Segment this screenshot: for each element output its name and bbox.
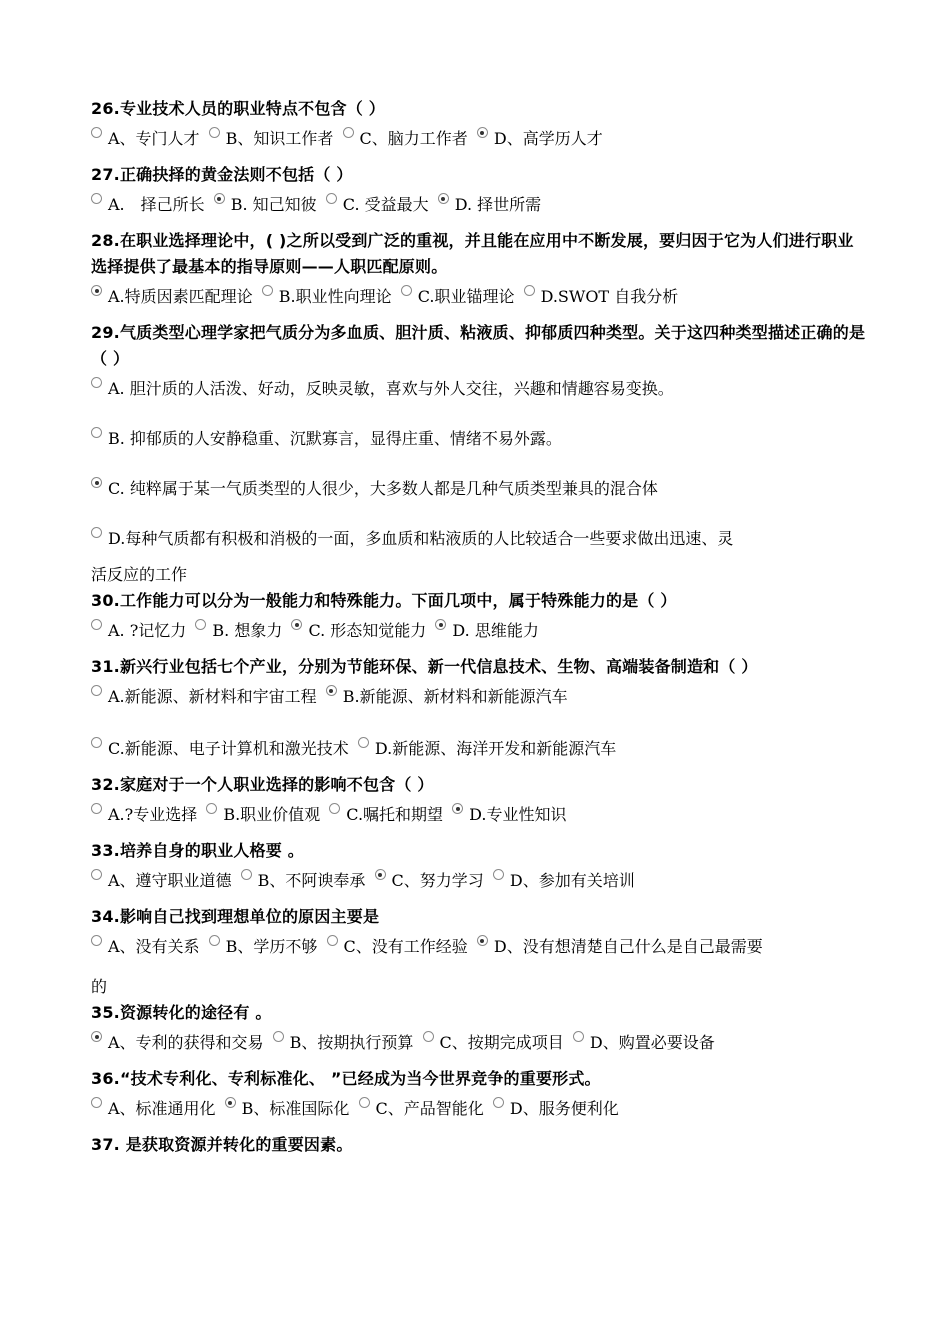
option-d[interactable] bbox=[493, 868, 635, 894]
radio-button[interactable] bbox=[493, 869, 504, 880]
option-b[interactable] bbox=[262, 284, 392, 310]
radio-button[interactable] bbox=[91, 477, 102, 488]
option-label: B.职业性向理论 bbox=[278, 287, 392, 306]
option-b[interactable] bbox=[209, 934, 318, 960]
question-title: 26.专业技术人员的职业特点不包含（ ） bbox=[91, 99, 385, 118]
option-a[interactable] bbox=[91, 284, 253, 310]
radio-button[interactable] bbox=[375, 869, 386, 880]
option-group bbox=[91, 192, 866, 218]
option-c[interactable] bbox=[375, 868, 484, 894]
question-title: 27.正确抉择的黄金法则不包括（ ） bbox=[91, 165, 353, 184]
option-label: B、按期执行预算 bbox=[289, 1033, 414, 1052]
radio-button[interactable] bbox=[358, 737, 369, 748]
option-group bbox=[91, 618, 866, 644]
question-36 bbox=[91, 1066, 866, 1122]
option-continuation: 活反应的工作 bbox=[91, 565, 188, 584]
option-a[interactable] bbox=[91, 802, 197, 828]
option-label: C.嘱托和期望 bbox=[346, 805, 444, 824]
option-b[interactable] bbox=[214, 192, 317, 218]
radio-button[interactable] bbox=[401, 285, 412, 296]
radio-button[interactable] bbox=[206, 803, 217, 814]
option-label: D.每种气质都有积极和消极的一面，多血质和粘液质的人比较适合一些要求做出迅速、灵 bbox=[108, 529, 734, 548]
radio-button[interactable] bbox=[327, 935, 338, 946]
option-b[interactable] bbox=[206, 802, 320, 828]
option-label: C.新能源、电子计算机和激光技术 bbox=[108, 739, 349, 758]
option-a[interactable] bbox=[91, 126, 200, 152]
option-label: C、产品智能化 bbox=[375, 1099, 484, 1118]
option-label: B. 抑郁质的人安静稳重、沉默寡言，显得庄重、情绪不易外露。 bbox=[108, 429, 562, 448]
radio-button[interactable] bbox=[423, 1031, 434, 1042]
radio-button[interactable] bbox=[91, 427, 102, 438]
radio-button[interactable] bbox=[209, 127, 220, 138]
option-label: D、高学历人才 bbox=[493, 129, 603, 148]
option-label: A、没有关系 bbox=[108, 937, 200, 956]
option-d[interactable] bbox=[435, 618, 538, 644]
option-c[interactable] bbox=[343, 126, 468, 152]
radio-button[interactable] bbox=[326, 193, 337, 204]
question-title: 29.气质类型心理学家把气质分为多血质、胆汁质、粘液质、抑郁质四种类型。关于这四种类型描述正确的是（ ） bbox=[91, 323, 866, 368]
radio-button[interactable] bbox=[214, 193, 225, 204]
option-label: D.新能源、海洋开发和新能源汽车 bbox=[374, 739, 617, 758]
option-group bbox=[91, 868, 866, 894]
option-label: A. 胆汁质的人活泼、好动，反映灵敏，喜欢与外人交往，兴趣和情趣容易变换。 bbox=[108, 379, 674, 398]
question-34 bbox=[91, 904, 866, 1000]
radio-button[interactable] bbox=[91, 193, 102, 204]
radio-button[interactable] bbox=[91, 619, 102, 630]
option-c[interactable] bbox=[329, 802, 443, 828]
radio-button[interactable] bbox=[452, 803, 463, 814]
option-group bbox=[91, 934, 866, 960]
option-a[interactable] bbox=[91, 618, 186, 644]
option-label: A、专门人才 bbox=[108, 129, 200, 148]
option-group bbox=[91, 802, 866, 828]
option-b[interactable] bbox=[91, 426, 866, 452]
option-label: C、脑力工作者 bbox=[359, 129, 468, 148]
option-d[interactable] bbox=[477, 126, 603, 152]
option-group bbox=[91, 1030, 866, 1056]
question-32 bbox=[91, 772, 866, 828]
question-27 bbox=[91, 162, 866, 218]
radio-button[interactable] bbox=[477, 935, 488, 946]
radio-button[interactable] bbox=[573, 1031, 584, 1042]
question-31 bbox=[91, 654, 866, 762]
option-b[interactable] bbox=[195, 618, 282, 644]
option-label: B、标准国际化 bbox=[241, 1099, 350, 1118]
option-d[interactable] bbox=[524, 284, 679, 310]
option-label: C、没有工作经验 bbox=[343, 937, 468, 956]
radio-button[interactable] bbox=[91, 737, 102, 748]
option-d[interactable] bbox=[573, 1030, 715, 1056]
option-c[interactable] bbox=[91, 476, 866, 502]
option-label: B、学历不够 bbox=[225, 937, 318, 956]
option-label: A、遵守职业道德 bbox=[108, 871, 232, 890]
question-title: 37. 是获取资源并转化的重要因素。 bbox=[91, 1135, 353, 1154]
option-a[interactable] bbox=[91, 1030, 264, 1056]
radio-button[interactable] bbox=[273, 1031, 284, 1042]
option-a[interactable] bbox=[91, 192, 205, 218]
radio-button[interactable] bbox=[343, 127, 354, 138]
option-d[interactable] bbox=[438, 192, 541, 218]
option-d[interactable] bbox=[358, 736, 616, 762]
option-c[interactable] bbox=[291, 618, 426, 644]
option-group bbox=[91, 284, 866, 310]
radio-button[interactable] bbox=[209, 935, 220, 946]
option-d[interactable] bbox=[452, 802, 566, 828]
radio-button[interactable] bbox=[329, 803, 340, 814]
option-label: D. 择世所需 bbox=[454, 195, 542, 214]
exam-page bbox=[91, 96, 866, 1158]
option-c[interactable] bbox=[326, 192, 429, 218]
radio-button[interactable] bbox=[225, 1097, 236, 1108]
option-label: A、标准通用化 bbox=[108, 1099, 216, 1118]
question-33 bbox=[91, 838, 866, 894]
option-label: C. 纯粹属于某一气质类型的人很少，大多数人都是几种气质类型兼具的混合体 bbox=[108, 479, 658, 498]
option-group bbox=[91, 1096, 866, 1122]
option-continuation: 的 bbox=[91, 977, 108, 996]
option-a[interactable] bbox=[91, 934, 200, 960]
option-label: A. 择己所长 bbox=[108, 195, 205, 214]
question-title: 33.培养自身的职业人格要 。 bbox=[91, 841, 304, 860]
question-37 bbox=[91, 1132, 866, 1158]
option-label: A. ?记忆力 bbox=[108, 621, 187, 640]
question-title: 34.影响自己找到理想单位的原因主要是 bbox=[91, 907, 380, 926]
radio-button[interactable] bbox=[195, 619, 206, 630]
question-title: 36.“技术专利化、专利标准化、 ”已经成为当今世界竞争的重要形式。 bbox=[91, 1069, 601, 1088]
option-a[interactable] bbox=[91, 376, 866, 402]
question-title: 32.家庭对于一个人职业选择的影响不包含（ ） bbox=[91, 775, 434, 794]
radio-button[interactable] bbox=[91, 1097, 102, 1108]
radio-button[interactable] bbox=[91, 285, 102, 296]
question-28 bbox=[91, 228, 866, 310]
question-title: 31.新兴行业包括七个产业，分别为节能环保、新一代信息技术、生物、高端装备制造和（ ） bbox=[91, 657, 758, 676]
question-title: 30.工作能力可以分为一般能力和特殊能力。下面几项中，属于特殊能力的是（ ） bbox=[91, 591, 677, 610]
option-d[interactable] bbox=[477, 934, 763, 960]
radio-button[interactable] bbox=[359, 1097, 370, 1108]
option-label: D、参加有关培训 bbox=[509, 871, 635, 890]
option-label: C. 形态知觉能力 bbox=[308, 621, 427, 640]
option-c[interactable] bbox=[423, 1030, 564, 1056]
option-group bbox=[91, 376, 866, 552]
question-title: 28.在职业选择理论中，( )之所以受到广泛的重视，并且能在应用中不断发展，要归因于它为人们进行职业选择提供了最基本的指导原则——人职匹配原则。 bbox=[91, 231, 854, 276]
radio-button[interactable] bbox=[435, 619, 446, 630]
question-29 bbox=[91, 320, 866, 588]
option-c[interactable] bbox=[401, 284, 515, 310]
option-group bbox=[91, 126, 866, 152]
option-label: D、没有想清楚自己什么是自己最需要 bbox=[493, 937, 763, 956]
option-c[interactable] bbox=[91, 736, 349, 762]
option-label: B. 知己知彼 bbox=[230, 195, 317, 214]
option-label: C.职业锚理论 bbox=[417, 287, 515, 306]
radio-button[interactable] bbox=[91, 1031, 102, 1042]
option-b[interactable] bbox=[209, 126, 334, 152]
option-label: D. 思维能力 bbox=[452, 621, 539, 640]
radio-button[interactable] bbox=[91, 527, 102, 538]
option-label: B.新能源、新材料和新能源汽车 bbox=[342, 687, 568, 706]
option-d[interactable] bbox=[91, 526, 866, 552]
option-d[interactable] bbox=[493, 1096, 619, 1122]
option-label: A.新能源、新材料和宇宙工程 bbox=[108, 687, 317, 706]
radio-button[interactable] bbox=[438, 193, 449, 204]
option-b[interactable] bbox=[241, 868, 366, 894]
radio-button[interactable] bbox=[91, 127, 102, 138]
option-a[interactable] bbox=[91, 1096, 216, 1122]
option-label: A、专利的获得和交易 bbox=[108, 1033, 264, 1052]
option-label: C、按期完成项目 bbox=[439, 1033, 564, 1052]
option-a[interactable] bbox=[91, 868, 232, 894]
option-label: B、不阿谀奉承 bbox=[257, 871, 366, 890]
option-b[interactable] bbox=[225, 1096, 350, 1122]
question-26 bbox=[91, 96, 866, 152]
option-label: B、知识工作者 bbox=[225, 129, 334, 148]
radio-button[interactable] bbox=[241, 869, 252, 880]
option-label: D.SWOT 自我分析 bbox=[540, 287, 679, 306]
question-30 bbox=[91, 588, 866, 644]
option-b[interactable] bbox=[326, 684, 568, 710]
option-label: B.职业价值观 bbox=[223, 805, 321, 824]
question-35 bbox=[91, 1000, 866, 1056]
radio-button[interactable] bbox=[262, 285, 273, 296]
question-title: 35.资源转化的途径有 。 bbox=[91, 1003, 272, 1022]
radio-button[interactable] bbox=[91, 869, 102, 880]
option-a[interactable] bbox=[91, 684, 317, 710]
radio-button[interactable] bbox=[91, 803, 102, 814]
option-label: C、努力学习 bbox=[391, 871, 484, 890]
option-label: D、购置必要设备 bbox=[589, 1033, 715, 1052]
option-label: C. 受益最大 bbox=[342, 195, 429, 214]
radio-button[interactable] bbox=[493, 1097, 504, 1108]
option-label: A.特质因素匹配理论 bbox=[108, 287, 253, 306]
radio-button[interactable] bbox=[524, 285, 535, 296]
radio-button[interactable] bbox=[477, 127, 488, 138]
option-label: D.专业性知识 bbox=[469, 805, 567, 824]
option-label: D、服务便利化 bbox=[509, 1099, 619, 1118]
option-label: A.?专业选择 bbox=[108, 805, 198, 824]
option-c[interactable] bbox=[327, 934, 468, 960]
option-label: B. 想象力 bbox=[212, 621, 283, 640]
option-b[interactable] bbox=[273, 1030, 414, 1056]
option-c[interactable] bbox=[359, 1096, 484, 1122]
radio-button[interactable] bbox=[326, 685, 337, 696]
radio-button[interactable] bbox=[91, 377, 102, 388]
radio-button[interactable] bbox=[291, 619, 302, 630]
radio-button[interactable] bbox=[91, 935, 102, 946]
radio-button[interactable] bbox=[91, 685, 102, 696]
option-group bbox=[91, 684, 866, 762]
